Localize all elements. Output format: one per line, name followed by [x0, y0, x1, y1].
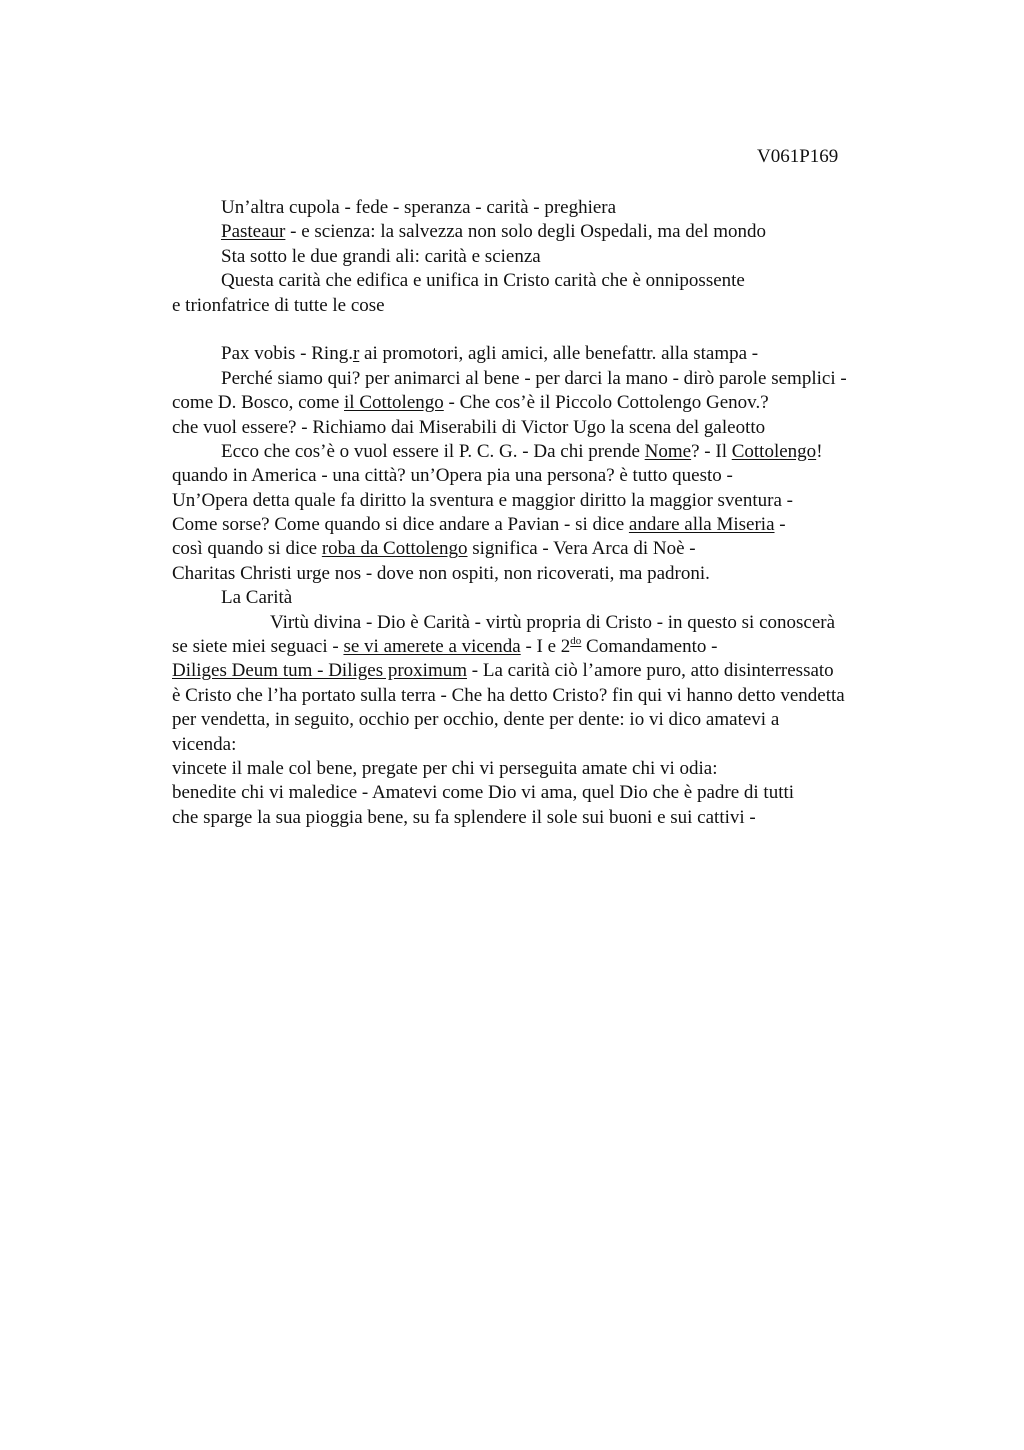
underlined-text: Pasteaur — [221, 221, 286, 243]
text-line: Questa carità che edifica e unifica in Cristo carità che è onnipossente — [221, 270, 745, 292]
text-line: Charitas Christi urge nos - dove non ospiti, non ricoverati, ma padroni. — [172, 562, 710, 584]
text-line: così quando si dice roba da Cottolengo significa - Vera Arca di Noè - — [172, 538, 696, 560]
underlined-text: roba da Cottolengo — [321, 538, 468, 560]
document-body — [172, 196, 932, 830]
text-line: benedite chi vi maledice - Amatevi come Dio vi ama, quel Dio che è padre di tutti — [172, 782, 795, 804]
text-line: quando in America - una città? un’Opera pia una persona? è tutto questo - — [172, 465, 733, 487]
underlined-text: Diliges Deum tum - Diliges proximum — [172, 660, 468, 682]
section-heading: La Carità — [221, 587, 293, 609]
text-line: vincete il male col bene, pregate per chi vi perseguita amate chi vi odia: — [172, 757, 718, 779]
text-line: se siete miei seguaci - se vi amerete a vicenda - I e $2^{do}$ Comandamento - — [172, 635, 718, 658]
text-line: Un’Opera detta quale fa diritto la sventura e maggior diritto la maggior sventura - — [172, 489, 793, 511]
text-line: Perché siamo qui? per animarci al bene - per darci la mano - dirò parole semplici - — [221, 367, 847, 389]
underlined-text: r — [352, 343, 360, 365]
text-line: è Cristo che l’ha portato sulla terra - Che ha detto Cristo? fin qui vi hanno detto vendetta — [172, 684, 845, 706]
underlined-text: se vi amerete a vicenda — [343, 636, 521, 658]
text-line: per vendetta, in seguito, occhio per occhio, dente per dente: io vi dico amatevi a — [172, 709, 780, 731]
underlined-text: Cottolengo — [731, 440, 817, 462]
text-line: Sta sotto le due grandi ali: carità e scienza — [221, 245, 541, 267]
text-line: e trionfatrice di tutte le cose — [172, 294, 385, 316]
text-line: Pax vobis - Ring.r ai promotori, agli amici, alle benefattr. alla stampa - — [221, 343, 759, 365]
text-line: Come sorse? Come quando si dice andare a Pavian - si dice andare alla Miseria - — [172, 514, 786, 536]
text-line: che sparge la sua pioggia bene, su fa splendere il sole sui buoni e sui cattivi - — [172, 806, 756, 828]
text-line: Pasteaur - e scienza: la salvezza non solo degli Ospedali, ma del mondo — [221, 221, 767, 243]
page-identifier: V061P169 — [757, 146, 839, 167]
text-line: come D. Bosco, come il Cottolengo - Che cos’è il Piccolo Cottolengo Genov.? — [172, 392, 769, 414]
text-line: che vuol essere? - Richiamo dai Miserabili di Victor Ugo la scena del galeotto — [172, 416, 766, 438]
superscript-ordinal: do — [570, 635, 582, 648]
text-line: Virtù divina - Dio è Carità - virtù propria di Cristo - in questo si conoscerà — [270, 611, 836, 633]
text-line: Ecco che cos’è o vuol essere il P. C. G. - Da chi prende Nome? - Il Cottolengo! — [221, 440, 823, 462]
underlined-text: Nome — [644, 440, 692, 462]
paragraph-gap — [172, 318, 932, 342]
text-line: vicenda: — [172, 733, 237, 755]
text-line: Un’altra cupola - fede - speranza - carità - preghiera — [221, 197, 617, 218]
underlined-text: andare alla Miseria — [628, 514, 775, 536]
underlined-text: il Cottolengo — [344, 392, 444, 414]
text-line: Diliges Deum tum - Diliges proximum - La carità ciò l’amore puro, atto disinterressato — [172, 660, 834, 682]
